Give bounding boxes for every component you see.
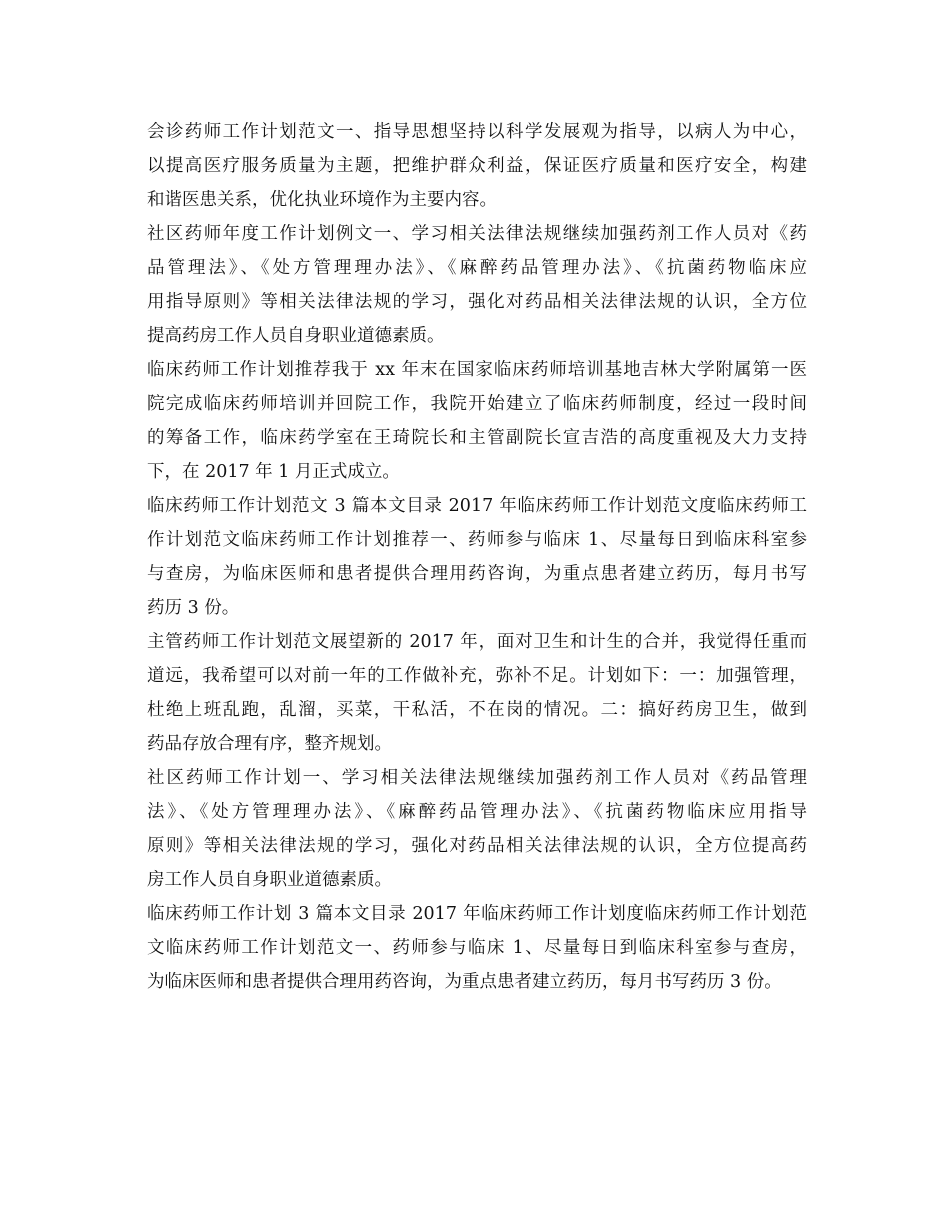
text-line: 药历 3 份。	[147, 598, 240, 618]
text-line: 杜绝上班乱跑，乱溜，买菜，干私活，不在岗的情况。二：搞好药房卫生，做到	[147, 700, 807, 720]
paragraph-community-pharmacist-plan	[147, 761, 807, 897]
text-line: 提高药房工作人员自身职业道德素质。	[147, 326, 445, 346]
text-line: 主管药师工作计划范文展望新的 2017 年，面对卫生和计生的合并，我觉得任重而	[147, 632, 807, 652]
paragraph-consulting-pharmacist-plan	[147, 115, 807, 217]
text-line: 文临床药师工作计划范文一、药师参与临床 1、尽量每日到临床科室参与查房，	[147, 938, 807, 958]
text-line: 临床药师工作计划 3 篇本文目录 2017 年临床药师工作计划度临床药师工作计划范	[147, 904, 807, 924]
text-line: 法》、《处方管理理办法》、《麻醉药品管理办法》、《抗菌药物临床应用指导	[147, 802, 807, 822]
text-line: 社区药师工作计划一、学习相关法律法规继续加强药剂工作人员对《药品管理	[147, 768, 807, 788]
text-line: 药品存放合理有序，整齐规划。	[147, 734, 392, 754]
text-line: 和谐医患关系，优化执业环境作为主要内容。	[147, 190, 497, 210]
paragraph-clinical-pharmacist-recommendation	[147, 353, 807, 489]
text-line: 的筹备工作，临床药学室在王琦院长和主管副院长宣吉浩的高度重视及大力支持	[147, 428, 807, 448]
paragraph-community-pharmacist-annual-plan	[147, 217, 807, 353]
text-line: 社区药师年度工作计划例文一、学习相关法律法规继续加强药剂工作人员对《药	[147, 224, 807, 244]
text-line: 房工作人员自身职业道德素质。	[147, 870, 392, 890]
text-line: 作计划范文临床药师工作计划推荐一、药师参与临床 1、尽量每日到临床科室参	[147, 530, 807, 550]
text-line: 与查房，为临床医师和患者提供合理用药咨询，为重点患者建立药历，每月书写	[147, 564, 807, 584]
text-line: 院完成临床药师培训并回院工作，我院开始建立了临床药师制度，经过一段时间	[147, 394, 807, 414]
text-line: 为临床医师和患者提供合理用药咨询，为重点患者建立药历，每月书写药历 3 份。	[147, 972, 782, 992]
text-line: 临床药师工作计划范文 3 篇本文目录 2017 年临床药师工作计划范文度临床药师工	[147, 496, 807, 516]
text-line: 下，在 2017 年 1 月正式成立。	[147, 462, 400, 482]
text-line: 原则》等相关法律法规的学习，强化对药品相关法律法规的认识，全方位提高药	[147, 836, 807, 856]
text-line: 道远，我希望可以对前一年的工作做补充，弥补不足。计划如下：一：加强管理，	[147, 666, 807, 686]
text-line: 以提高医疗服务质量为主题，把维护群众利益，保证医疗质量和医疗安全，构建	[147, 156, 807, 176]
paragraph-clinical-pharmacist-plan-three	[147, 897, 807, 999]
paragraph-clinical-pharmacist-three-samples	[147, 489, 807, 625]
text-line: 会诊药师工作计划范文一、指导思想坚持以科学发展观为指导，以病人为中心，	[147, 122, 807, 142]
paragraph-chief-pharmacist-plan	[147, 625, 807, 761]
text-line: 用指导原则》等相关法律法规的学习，强化对药品相关法律法规的认识，全方位	[147, 292, 807, 312]
document-body	[147, 115, 807, 999]
text-line: 临床药师工作计划推荐我于 xx 年末在国家临床药师培训基地吉林大学附属第一医	[147, 360, 807, 380]
text-line: 品管理法》、《处方管理理办法》、《麻醉药品管理办法》、《抗菌药物临床应	[147, 258, 807, 278]
